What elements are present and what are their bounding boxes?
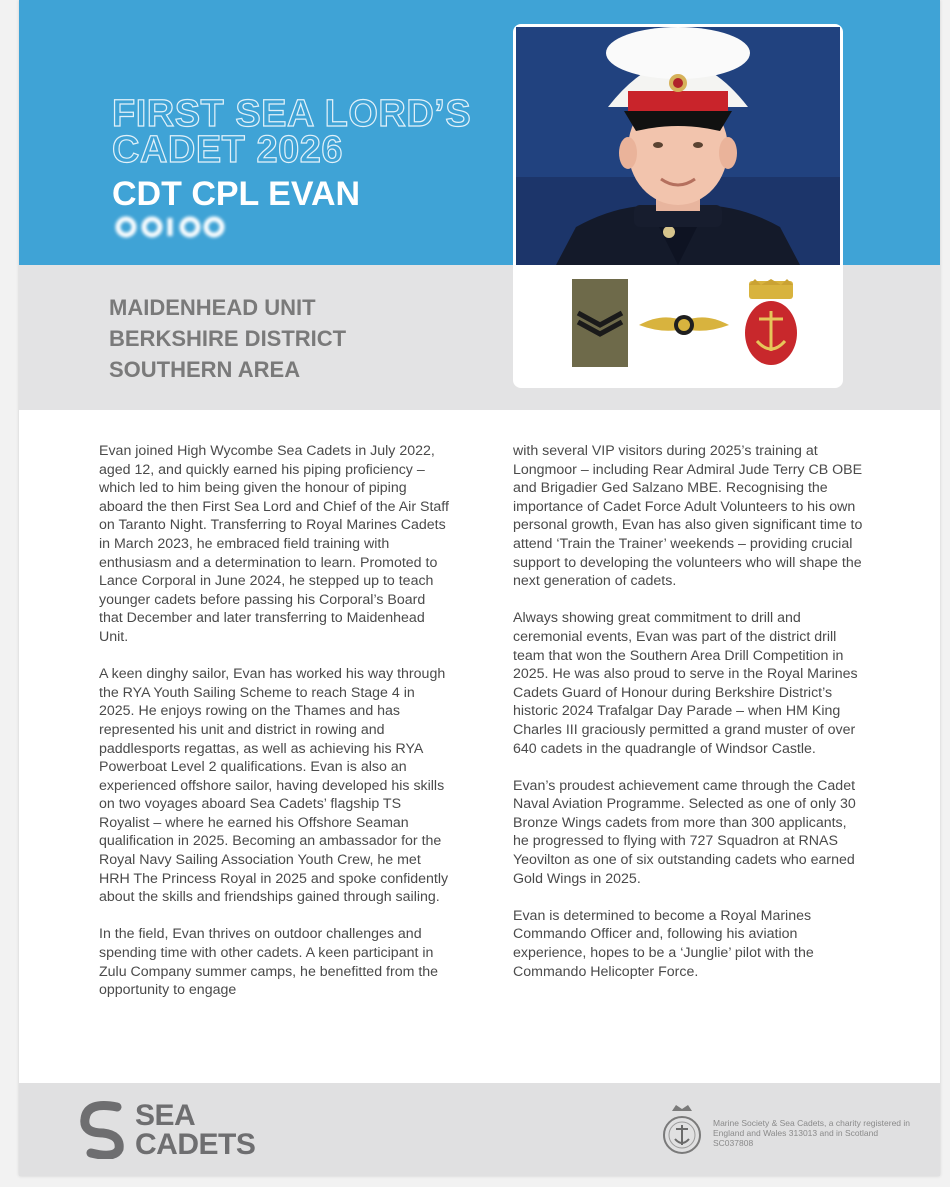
article-column-right — [513, 442, 863, 1000]
title-line-2: CADET 2026 — [112, 129, 343, 171]
paragraph: Evan’s proudest achievement came through the Cadet Naval Aviation Programme. Selected as one of only 30 Bronze Wings cadets from more than 300 applicants, he progressed to flying with 727 Squadron at RNAS Yeovilton as one of six outstanding cadets who earned Gold Wings in 2025. — [513, 777, 856, 887]
sea-cadets-logo-text — [135, 1101, 255, 1159]
marine-society-crest-icon — [661, 1103, 703, 1157]
paragraph: In the field, Evan thrives on outdoor challenges and spending time with other cadets. A keen participant in Zulu Company summer camps, he benefitted from the opportunity to engage — [99, 926, 439, 999]
unit-name: MAIDENHEAD UNIT — [109, 295, 316, 320]
insignia-graphics — [513, 279, 843, 374]
title-first-sea-lords-cadet — [112, 93, 472, 171]
profile-page — [19, 0, 940, 1176]
sea-cadets-logo-icon — [77, 1101, 129, 1159]
charity-registration-text: Marine Society & Sea Cadets, a charity registered in England and Wales 313013 and in Scotland SC037808 — [713, 1118, 911, 1148]
title-line-1: FIRST SEA LORD’S — [112, 93, 472, 135]
paragraph: Evan joined High Wycombe Sea Cadets in July 2022, aged 12, and quickly earned his piping proficiency – which led to him being given the honour of piping aboard the then First Sea Lord and Chief of the Air Staff on Taranto Night. Transferring to Royal Marines Cadets in March 2023, he embraced field training with enthusiasm and a determination to learn. Promoted to Lance Corporal in June 2024, he stepped up to teach younger cadets before passing his Corporal’s Board that December and later transferring to Maidenhead Unit. — [99, 443, 449, 645]
photo-card — [513, 24, 843, 388]
blurred-surname-shape — [112, 212, 232, 242]
cadet-surname-blurred — [112, 212, 232, 247]
cadet-portrait — [516, 27, 840, 265]
aviation-wings-icon — [639, 315, 729, 335]
paragraph: Always showing great commitment to drill and ceremonial events, Evan was part of the district drill team that won the Southern Area Drill Competition in 2025. He was also proud to serve in the Royal Marines Cadets Guard of Honour during Berkshire District’s historic 2024 Trafalgar Day Parade – when HM King Charles III graciously permitted a grand muster of over 640 cadets in the quadrangle of Windsor Castle. — [513, 610, 858, 757]
insignia-row — [513, 279, 843, 374]
logo-word-cadets: CADETS — [135, 1128, 256, 1161]
unit-details — [109, 292, 346, 385]
area-name: SOUTHERN AREA — [109, 357, 301, 382]
logo-word-sea: SEA — [135, 1099, 196, 1132]
district-name: BERKSHIRE DISTRICT — [109, 326, 347, 351]
paragraph: Evan is determined to become a Royal Marines Commando Officer and, following his aviation experience, hopes to be a ‘Junglie’ pilot with the Commando Helicopter Force. — [513, 907, 814, 980]
sea-cadets-crest-icon — [745, 279, 797, 365]
cadet-name: CDT CPL EVAN — [112, 175, 361, 213]
article-column-left — [99, 442, 449, 1018]
paragraph: A keen dinghy sailor, Evan has worked his way through the RYA Youth Sailing Scheme to reach Stage 4 in 2025. He enjoys rowing on the Thames and has represented his unit and district in rowing and paddlesports regattas, as well as achieving his RYA Powerboat Level 2 qualifications. Evan is also an experienced offshore sailor, having developed his skills on two voyages aboard Sea Cadets’ flagship TS Royalist – where he earned his Offshore Seaman qualification in 2025. Becoming an ambassador for the Royal Navy Sailing Association Youth Crew, he met HRH The Princess Royal in 2025 and spoke confidently about the skills and friendships gained through sailing. — [99, 666, 449, 906]
corporal-rank-slide-icon — [572, 279, 628, 367]
portrait-illustration — [516, 27, 840, 265]
paragraph: with several VIP visitors during 2025’s training at Longmoor – including Rear Admiral Jude Terry CB OBE and Brigadier Ged Salzano MBE. Recognising the importance of Cadet Force Adult Volunteers to his own personal growth, Evan has also given significant time to attend ‘Train the Trainer’ weekends – providing crucial support to developing the volunteers who will shape the next generation of cadets. — [513, 443, 863, 590]
footer — [19, 1083, 940, 1176]
